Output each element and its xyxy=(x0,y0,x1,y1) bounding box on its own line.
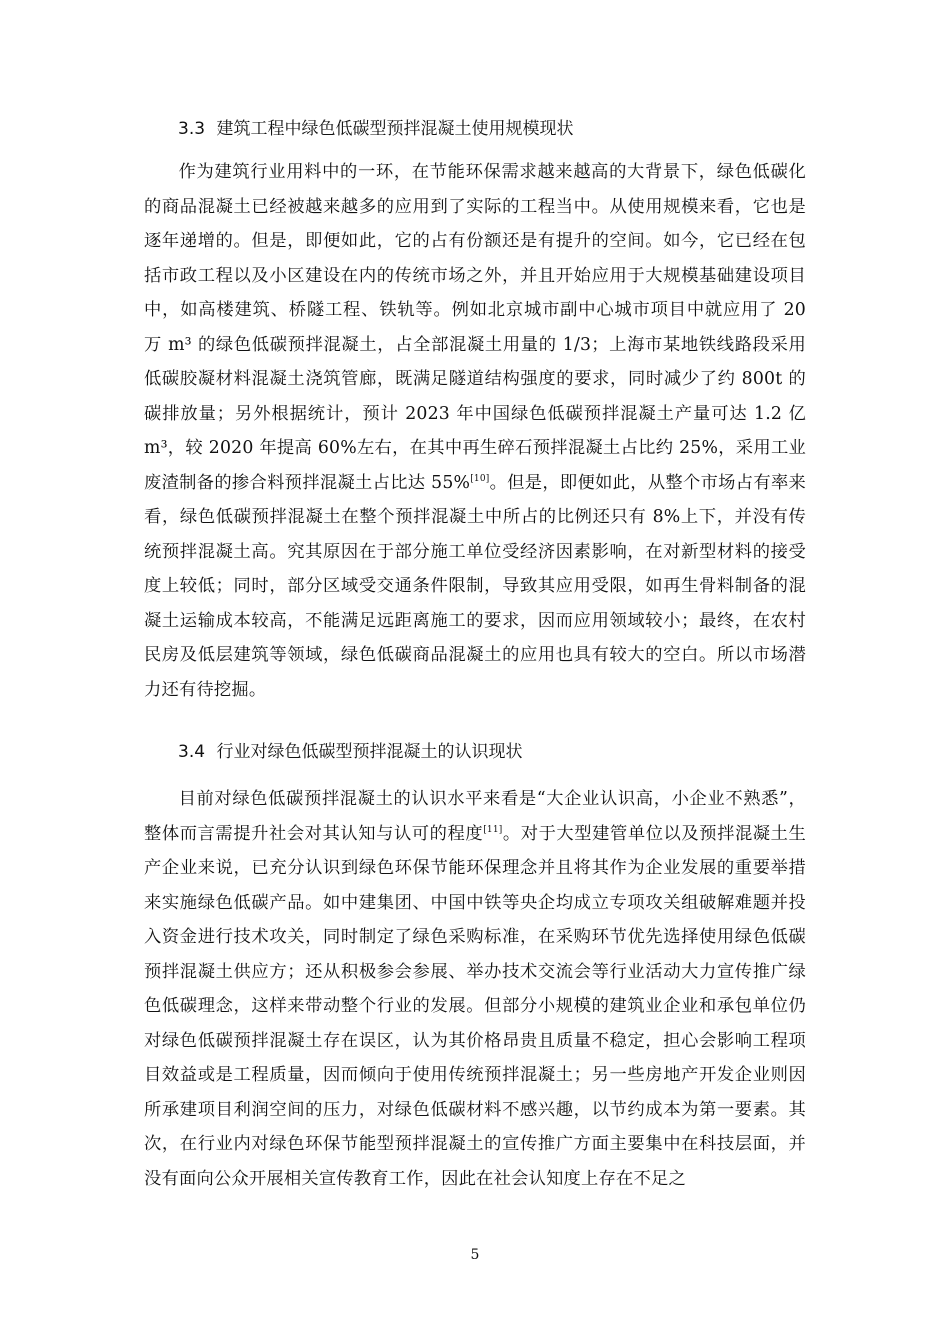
section-number: 3.4 xyxy=(178,742,206,762)
paragraph-text: 作为建筑行业用料中的一环，在节能环保需求越来越高的大背景下，绿色低碳化的商品混凝土已经被越来越多的应用到了实际的工程当中。从使用规模来看，它也是逐年递增的。但是，即便如此，它的占有份额还是有提升的空间。如今，它已经在包括市政工程以及小区建设在内的传统市场之外，并且开始应用于大规模基础建设项目中，如高楼建筑、桥隧工程、铁轨等。例如北京城市副中心城市项目中就应用了 20 万 m³ 的绿色低碳预拌混凝土，占全部混凝土用量的 1/3；上海市某地铁线路段采用低碳胶凝材料混凝土浇筑管廊，既满足隧道结构强度的要求，同时减少了约 800t 的碳排放量；另外根据统计，预计 2023 年中国绿色低碳预拌混凝土产量可达 1.2 亿 m³，较 2020 年提高 60%左右，在其中再生碎石预拌混凝土占比约 25%，采用工业废渣制备的掺合料预拌混凝土占比达 55% xyxy=(144,162,806,493)
paragraph-text: 目前对绿色低碳预拌混凝土的认识水平来看是“大企业认识高，小企业不熟悉”，整体而言需提升社会对其认知与认可的程度 xyxy=(144,789,806,844)
paragraph-text-continued: 。但是，即便如此，从整个市场占有率来看，绿色低碳预拌混凝土在整个预拌混凝土中所占的比例还只有 8%上下，并没有传统预拌混凝土高。究其原因在于部分施工单位受经济因素影响，在对新型材料的接受度上较低；同时，部分区域受交通条件限制，导致其应用受限，如再生骨料制备的混凝土运输成本较高，不能满足远距离施工的要求，因而应用领域较小；最终，在农村民房及低层建筑等领域，绿色低碳商品混凝土的应用也具有较大的空白。所以市场潜力还有待挖掘。 xyxy=(144,472,807,700)
section-heading-3-4 xyxy=(178,740,818,764)
section-title: 建筑工程中绿色低碳型预拌混凝土使用规模现状 xyxy=(216,119,574,139)
section-number: 3.3 xyxy=(178,119,206,139)
section-heading-3-3 xyxy=(178,117,818,141)
section-3-4-paragraph xyxy=(144,782,806,1196)
citation-marker: [10] xyxy=(470,473,490,484)
paragraph-text-continued: 。对于大型建管单位以及预拌混凝土生产企业来说，已充分认识到绿色环保节能环保理念并且将其作为企业发展的重要举措来实施绿色低碳产品。如中建集团、中国中铁等央企均成立专项攻关组破解难题并投入资金进行技术攻关，同时制定了绿色采购标准，在采购环节优先选择使用绿色低碳预拌混凝土供应方；还从积极参会参展、举办技术交流会等行业活动大力宣传推广绿色低碳理念，这样来带动整个行业的发展。但部分小规模的建筑业企业和承包单位仍对绿色低碳预拌混凝土存在误区，认为其价格昂贵且质量不稳定，担心会影响工程项目效益或是工程质量，因而倾向于使用传统预拌混凝土；另一些房地产开发企业则因所承建项目利润空间的压力，对绿色低碳材料不感兴趣，以节约成本为第一要素。其次，在行业内对绿色环保节能型预拌混凝土的宣传推广方面主要集中在科技层面，并没有面向公众开展相关宣传教育工作，因此在社会认知度上存在不足之 xyxy=(144,823,806,1189)
page-number: 5 xyxy=(470,1247,480,1263)
citation-marker: [11] xyxy=(483,824,503,835)
section-title: 行业对绿色低碳型预拌混凝土的认识现状 xyxy=(216,742,523,762)
section-3-3-paragraph xyxy=(144,155,806,707)
